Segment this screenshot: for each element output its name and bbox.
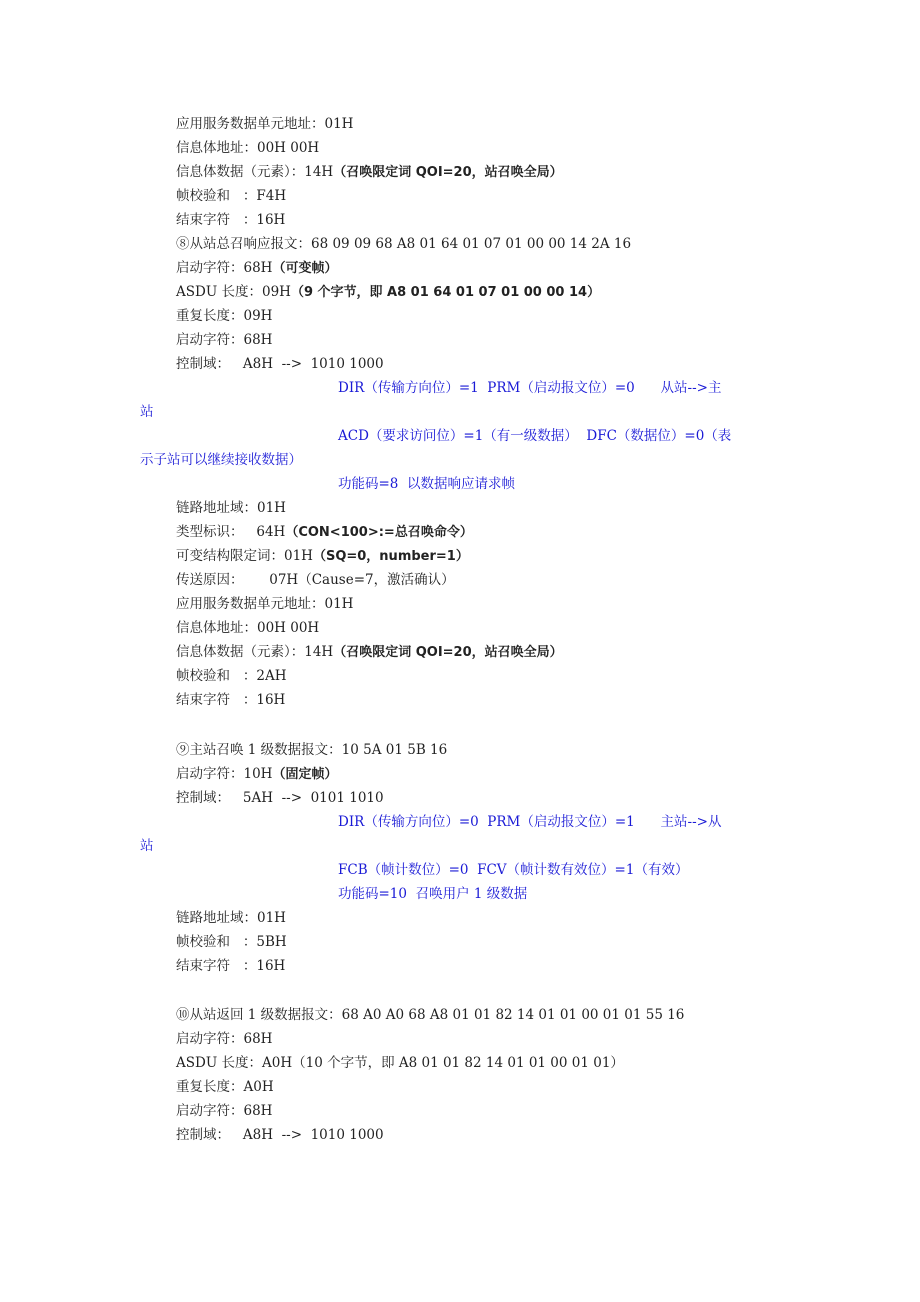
- text-line-l23: [176, 642, 563, 663]
- text-segment: 结束字符 ：16H: [176, 212, 286, 228]
- text-line-l05: [176, 210, 285, 230]
- text-segment: 重复长度：A0H: [176, 1079, 274, 1095]
- text-segment: 链路地址域：01H: [176, 910, 286, 926]
- text-line-l14: [338, 426, 731, 446]
- text-line-l20: [176, 570, 455, 590]
- text-segment: 示子站可以继续接收数据）: [140, 452, 302, 468]
- text-segment: （CON<100>:=总召唤命令）: [285, 525, 473, 540]
- text-line-l02: [176, 138, 319, 158]
- text-line-l21: [176, 594, 353, 614]
- text-segment: 信息体地址：00H 00H: [176, 620, 320, 636]
- text-line-l11: [176, 354, 384, 374]
- text-line-l07: [176, 258, 337, 279]
- text-line-l18: [176, 522, 473, 543]
- text-segment: DIR（传输方向位）=1 PRM（启动报文位）=0 从站-->主: [338, 380, 722, 396]
- text-segment: 启动字符：68H: [176, 1103, 273, 1119]
- text-segment: （召唤限定词 QOI=20，站召唤全局）: [333, 645, 563, 660]
- text-line-l38: [176, 1053, 624, 1073]
- text-line-l03: [176, 162, 563, 183]
- text-line-l39: [176, 1077, 274, 1097]
- text-line-l16: [338, 474, 515, 494]
- text-line-l26: [176, 740, 447, 760]
- text-segment: （固定帧）: [272, 767, 338, 782]
- text-line-l09: [176, 306, 272, 326]
- text-line-l25: [176, 690, 285, 710]
- text-line-l24: [176, 666, 287, 686]
- text-segment: ⑩从站返回 1 级数据报文：68 A0 A0 68 A8 01 01 82 14 01 01 00 01 01 55 16: [176, 1007, 685, 1023]
- text-line-l41: [176, 1125, 384, 1145]
- text-line-l22: [176, 618, 319, 638]
- text-segment: ACD（要求访问位）=1（有一级数据） DFC（数据位）=0（表: [338, 428, 732, 444]
- text-line-l30: [140, 836, 154, 856]
- text-segment: 信息体数据（元素）：14H: [176, 164, 334, 180]
- text-segment: ASDU 长度：A0H（10 个字节，即 A8 01 01 82 14 01 01 00 01 01）: [176, 1055, 624, 1071]
- text-segment: 传送原因： 07H（Cause=7，激活确认）: [176, 572, 455, 588]
- text-segment: ⑨主站召唤 1 级数据报文：10 5A 01 5B 16: [176, 742, 448, 758]
- text-segment: 应用服务数据单元地址：01H: [176, 116, 354, 132]
- text-segment: 站: [140, 838, 154, 854]
- text-line-l34: [176, 932, 287, 952]
- text-segment: 功能码=10 召唤用户 1 级数据: [338, 886, 528, 902]
- text-segment: 控制域： A8H --> 1010 1000: [176, 356, 384, 372]
- text-segment: 功能码=8 以数据响应请求帧: [338, 476, 515, 492]
- text-segment: 信息体数据（元素）：14H: [176, 644, 334, 660]
- text-segment: 启动字符：68H: [176, 332, 273, 348]
- text-line-l10: [176, 330, 272, 350]
- text-line-l17: [176, 498, 286, 518]
- text-segment: （SQ=0，number=1）: [312, 549, 469, 564]
- text-line-l35: [176, 956, 285, 976]
- text-segment: 应用服务数据单元地址：01H: [176, 596, 354, 612]
- text-line-l33: [176, 908, 286, 928]
- text-line-l37: [176, 1029, 272, 1049]
- text-segment: 启动字符：10H: [176, 766, 273, 782]
- text-segment: 帧校验和 ：5BH: [176, 934, 287, 950]
- text-segment: 重复长度：09H: [176, 308, 273, 324]
- text-segment: （召唤限定词 QOI=20，站召唤全局）: [333, 165, 563, 180]
- text-line-l19: [176, 546, 469, 567]
- text-segment: FCB（帧计数位）=0 FCV（帧计数有效位）=1（有效）: [338, 862, 689, 878]
- text-segment: 帧校验和 ：F4H: [176, 188, 287, 204]
- text-segment: 可变结构限定词：01H: [176, 548, 313, 564]
- text-line-l29: [338, 812, 721, 832]
- text-line-l31: [338, 860, 688, 880]
- text-segment: 帧校验和 ：2AH: [176, 668, 287, 684]
- text-segment: DIR（传输方向位）=0 PRM（启动报文位）=1 主站-->从: [338, 814, 722, 830]
- text-segment: 结束字符 ：16H: [176, 958, 286, 974]
- text-segment: ASDU 长度：09H: [176, 284, 291, 300]
- text-line-l27: [176, 764, 337, 785]
- text-line-l01: [176, 114, 353, 134]
- text-segment: （9 个字节，即 A8 01 64 01 07 01 00 00 14）: [290, 285, 601, 300]
- text-segment: （可变帧）: [272, 261, 338, 276]
- text-segment: 类型标识： 64H: [176, 524, 286, 540]
- text-line-l15: [140, 450, 302, 470]
- text-segment: ⑧从站总召响应报文：68 09 09 68 A8 01 64 01 07 01 00 00 14 2A 16: [176, 236, 632, 252]
- text-segment: 控制域： 5AH --> 0101 1010: [176, 790, 384, 806]
- text-line-l04: [176, 186, 286, 206]
- text-segment: 控制域： A8H --> 1010 1000: [176, 1127, 384, 1143]
- text-line-l08: [176, 282, 600, 303]
- text-segment: 信息体地址：00H 00H: [176, 140, 320, 156]
- text-segment: 启动字符：68H: [176, 260, 273, 276]
- text-segment: 启动字符：68H: [176, 1031, 273, 1047]
- text-line-l13: [140, 402, 154, 422]
- text-line-l12: [338, 378, 721, 398]
- text-segment: 站: [140, 404, 154, 420]
- text-line-l32: [338, 884, 527, 904]
- text-segment: 链路地址域：01H: [176, 500, 286, 516]
- text-line-l40: [176, 1101, 272, 1121]
- text-segment: 结束字符 ：16H: [176, 692, 286, 708]
- text-line-l06: [176, 234, 631, 254]
- text-line-l28: [176, 788, 384, 808]
- text-line-l36: [176, 1005, 684, 1025]
